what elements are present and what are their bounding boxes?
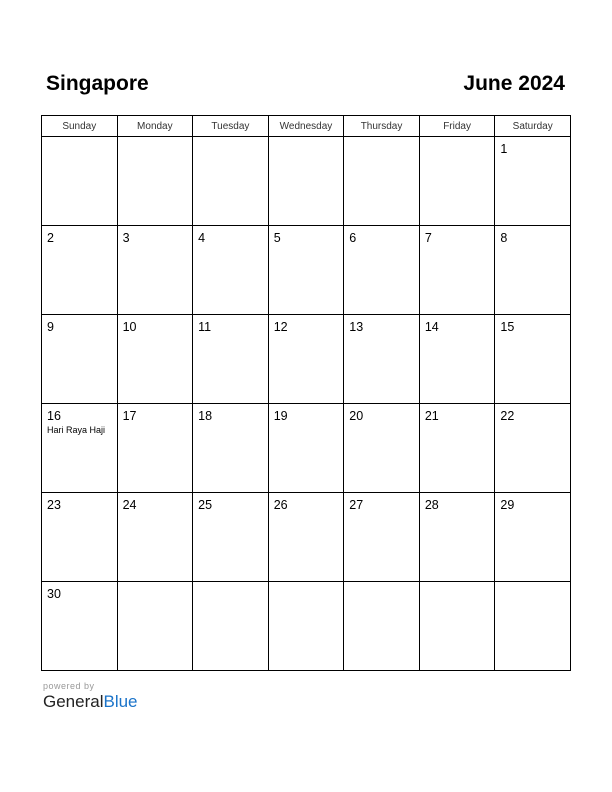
day-cell: [268, 137, 344, 226]
day-number: 4: [198, 231, 206, 245]
day-cell: [344, 582, 420, 671]
footer-branding: [43, 681, 138, 712]
powered-by-label: powered by: [43, 681, 95, 691]
day-cell: [419, 404, 495, 493]
weekday-saturday: Saturday: [495, 116, 571, 137]
generalblue-logo[interactable]: [43, 692, 138, 712]
day-number: 3: [122, 231, 130, 245]
day-cell: [344, 226, 420, 315]
country-title: Singapore: [46, 72, 149, 95]
day-number: 16: [47, 409, 61, 423]
day-cell: [268, 493, 344, 582]
day-number: 24: [122, 498, 137, 512]
day-number: 15: [500, 320, 515, 334]
day-number: 23: [47, 498, 61, 512]
day-number: 9: [47, 320, 54, 334]
day-number: 5: [273, 231, 281, 245]
brand-blue-text: Blue: [103, 692, 138, 711]
day-cell: [193, 315, 269, 404]
week-row: [42, 582, 571, 671]
day-number: 8: [500, 231, 508, 245]
day-number: 12: [273, 320, 288, 334]
day-cell: [193, 404, 269, 493]
day-cell: [193, 582, 269, 671]
day-cell: [42, 493, 118, 582]
day-number: 25: [198, 498, 213, 512]
day-cell: [117, 493, 193, 582]
day-number: 7: [424, 231, 432, 245]
day-cell: [268, 315, 344, 404]
day-cell: [42, 137, 118, 226]
holiday-label: Hari Raya Haji: [47, 425, 106, 435]
day-number: 28: [424, 498, 439, 512]
day-cell: [42, 226, 118, 315]
day-cell: [117, 226, 193, 315]
day-cell: [42, 404, 118, 493]
day-cell: [268, 226, 344, 315]
day-cell: [419, 315, 495, 404]
day-cell: [419, 226, 495, 315]
weekday-sunday: Sunday: [42, 116, 118, 137]
weekday-monday: Monday: [117, 116, 193, 137]
day-cell: [495, 493, 571, 582]
brand-general-text: General: [43, 692, 104, 711]
day-number: 19: [273, 409, 288, 423]
day-number: 21: [424, 409, 439, 423]
day-cell: [42, 582, 118, 671]
week-row: [42, 404, 571, 493]
weekday-header-row: [42, 116, 571, 137]
weekday-friday: Friday: [419, 116, 495, 137]
day-number: 6: [349, 231, 357, 245]
day-cell: [193, 137, 269, 226]
week-row: [42, 493, 571, 582]
day-cell: [495, 226, 571, 315]
day-number: 1: [500, 142, 508, 156]
day-cell: [344, 493, 420, 582]
calendar-grid: [41, 115, 571, 671]
day-cell: [495, 137, 571, 226]
day-number: 22: [500, 409, 515, 423]
day-cell: [419, 582, 495, 671]
day-cell: [117, 582, 193, 671]
day-number: 10: [122, 320, 137, 334]
day-cell: [344, 137, 420, 226]
day-number: 26: [273, 498, 288, 512]
week-row: [42, 226, 571, 315]
day-cell: [268, 404, 344, 493]
day-number: 2: [47, 231, 54, 245]
day-number: 17: [122, 409, 137, 423]
day-cell: [193, 226, 269, 315]
day-cell: [117, 404, 193, 493]
day-number: 30: [47, 587, 61, 601]
day-number: 14: [424, 320, 439, 334]
day-number: 27: [349, 498, 364, 512]
day-cell: [495, 582, 571, 671]
day-cell: [419, 137, 495, 226]
day-cell: [344, 315, 420, 404]
day-cell: [42, 315, 118, 404]
week-row: [42, 137, 571, 226]
day-cell: [268, 582, 344, 671]
month-year-title: June 2024: [463, 72, 565, 95]
day-number: 11: [198, 320, 212, 334]
day-cell: [419, 493, 495, 582]
day-cell: [117, 137, 193, 226]
day-cell: [193, 493, 269, 582]
week-row: [42, 315, 571, 404]
weekday-thursday: Thursday: [344, 116, 420, 137]
day-number: 13: [349, 320, 364, 334]
day-cell: [495, 315, 571, 404]
day-cell: [344, 404, 420, 493]
day-cell: [495, 404, 571, 493]
calendar-header: [41, 70, 571, 100]
weekday-tuesday: Tuesday: [193, 116, 269, 137]
day-number: 29: [500, 498, 515, 512]
day-cell: [117, 315, 193, 404]
weekday-wednesday: Wednesday: [268, 116, 344, 137]
day-number: 18: [198, 409, 213, 423]
day-number: 20: [349, 409, 364, 423]
